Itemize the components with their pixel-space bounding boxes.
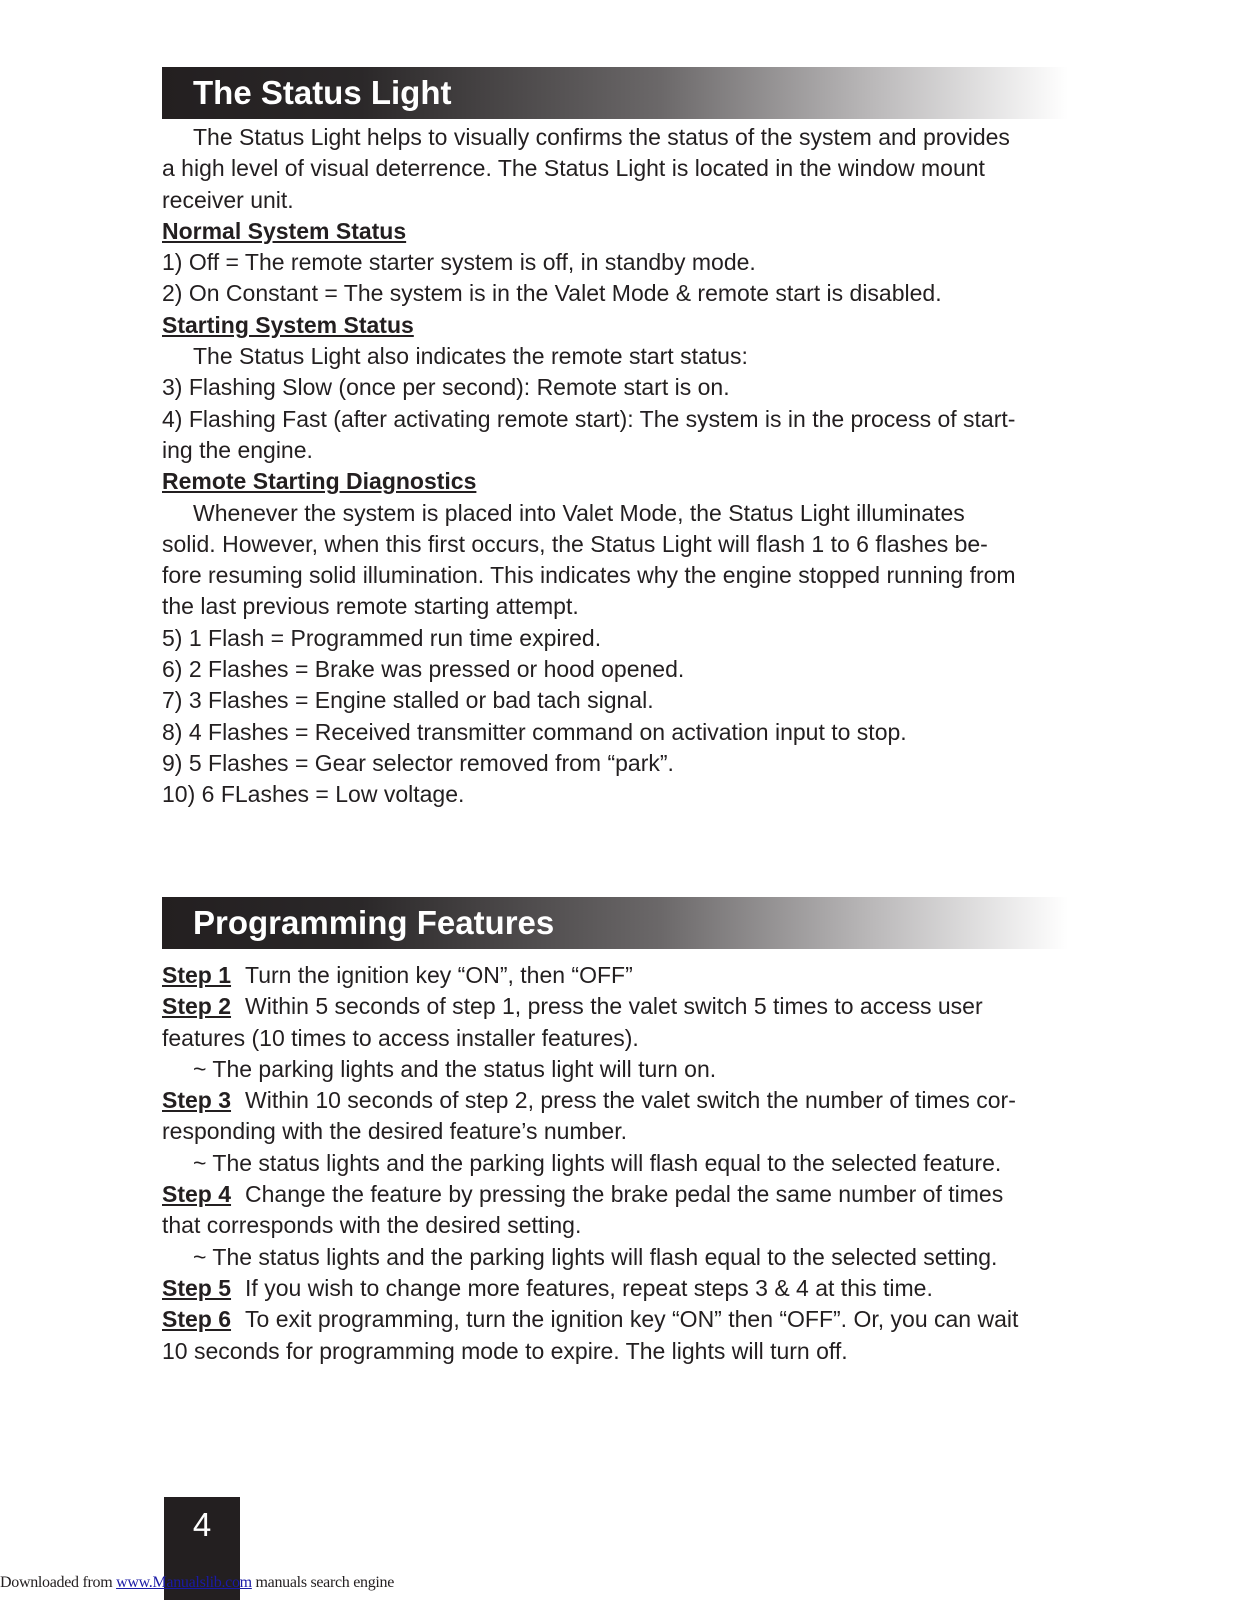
paragraph-line: the last previous remote starting attempt. [162, 593, 579, 620]
step-text: To exit programming, turn the ignition key “ON” then “OFF”. Or, you can wait [245, 1306, 1019, 1333]
paragraph-line: a high level of visual deterrence. The Status Light is located in the window mount [162, 155, 985, 182]
step-text: Within 5 seconds of step 1, press the valet switch 5 times to access user [245, 993, 983, 1020]
list-item: 1) Off = The remote starter system is off, in standby mode. [162, 249, 756, 276]
status-light-body [162, 122, 1068, 811]
list-item: 5) 1 Flash = Programmed run time expired. [162, 624, 602, 651]
step-label: Step 4 [162, 1181, 232, 1208]
step-continuation: features (10 times to access installer features). [162, 1024, 639, 1051]
step-continuation: 10 seconds for programming mode to expire. The lights will turn off. [162, 1337, 848, 1364]
list-item: 2) On Constant = The system is in the Valet Mode & remote start is disabled. [162, 280, 942, 307]
list-item: 9) 5 Flashes = Gear selector removed from “park”. [162, 749, 674, 776]
subheading-remote-starting-diagnostics: Remote Starting Diagnostics [162, 468, 477, 495]
list-item-continuation: ing the engine. [162, 436, 313, 463]
paragraph-line: Whenever the system is placed into Valet Mode, the Status Light illuminates [193, 499, 965, 526]
step-line [162, 960, 1068, 991]
paragraph-line: receiver unit. [162, 186, 294, 213]
list-item: 7) 3 Flashes = Engine stalled or bad tach signal. [162, 687, 654, 714]
step-continuation: responding with the desired feature’s number. [162, 1118, 627, 1145]
section-banner-status-light [162, 67, 1068, 119]
step-continuation: that corresponds with the desired setting. [162, 1212, 582, 1239]
step-line [162, 1179, 1068, 1210]
footer-prefix: Downloaded from [0, 1574, 117, 1591]
step-text: Within 10 seconds of step 2, press the valet switch the number of times cor- [245, 1087, 1016, 1114]
paragraph-line: The Status Light helps to visually confirms the status of the system and provides [193, 124, 1010, 150]
step-text: Change the feature by pressing the brake pedal the same number of times [245, 1181, 1004, 1208]
step-text: Turn the ignition key “ON”, then “OFF” [245, 962, 633, 988]
step-label: Step 1 [162, 962, 232, 988]
page-number: 4 [192, 1506, 212, 1543]
list-item: 6) 2 Flashes = Brake was pressed or hood opened. [162, 656, 685, 683]
step-label: Step 5 [162, 1274, 232, 1301]
paragraph-line: fore resuming solid illumination. This indicates why the engine stopped running from [162, 562, 1016, 589]
section-banner-programming-features [162, 897, 1068, 949]
step-label: Step 6 [162, 1306, 232, 1333]
list-item: 10) 6 FLashes = Low voltage. [162, 781, 465, 808]
step-label: Step 2 [162, 993, 232, 1020]
subheading-normal-system-status: Normal System Status [162, 217, 407, 244]
section-title: Programming Features [193, 904, 555, 941]
step-note: ~ The parking lights and the status light will turn on. [193, 1055, 717, 1082]
programming-features-body [162, 960, 1068, 1367]
list-item: 3) Flashing Slow (once per second): Remote start is on. [162, 374, 730, 401]
list-item: 4) Flashing Fast (after activating remote start): The system is in the process of start- [162, 405, 1016, 432]
subheading-starting-system-status: Starting System Status [162, 311, 414, 338]
step-note: ~ The status lights and the parking lights will flash equal to the selected feature. [193, 1149, 1002, 1176]
paragraph-line: solid. However, when this first occurs, the Status Light will flash 1 to 6 flashes be- [162, 530, 988, 557]
footer-suffix: manuals search engine [251, 1574, 395, 1591]
step-line [162, 991, 1068, 1022]
step-line [162, 1273, 1068, 1304]
step-label: Step 3 [162, 1087, 232, 1114]
step-note: ~ The status lights and the parking lights will flash equal to the selected setting. [193, 1243, 998, 1270]
footer-link[interactable]: www.Manualslib.com [116, 1574, 252, 1591]
list-item: 8) 4 Flashes = Received transmitter command on activation input to stop. [162, 718, 907, 745]
step-line [162, 1304, 1068, 1335]
step-text: If you wish to change more features, repeat steps 3 & 4 at this time. [245, 1274, 933, 1301]
download-footer [0, 1574, 394, 1592]
step-line [162, 1085, 1068, 1116]
section-title: The Status Light [193, 74, 452, 111]
paragraph-line: The Status Light also indicates the remote start status: [193, 343, 748, 370]
